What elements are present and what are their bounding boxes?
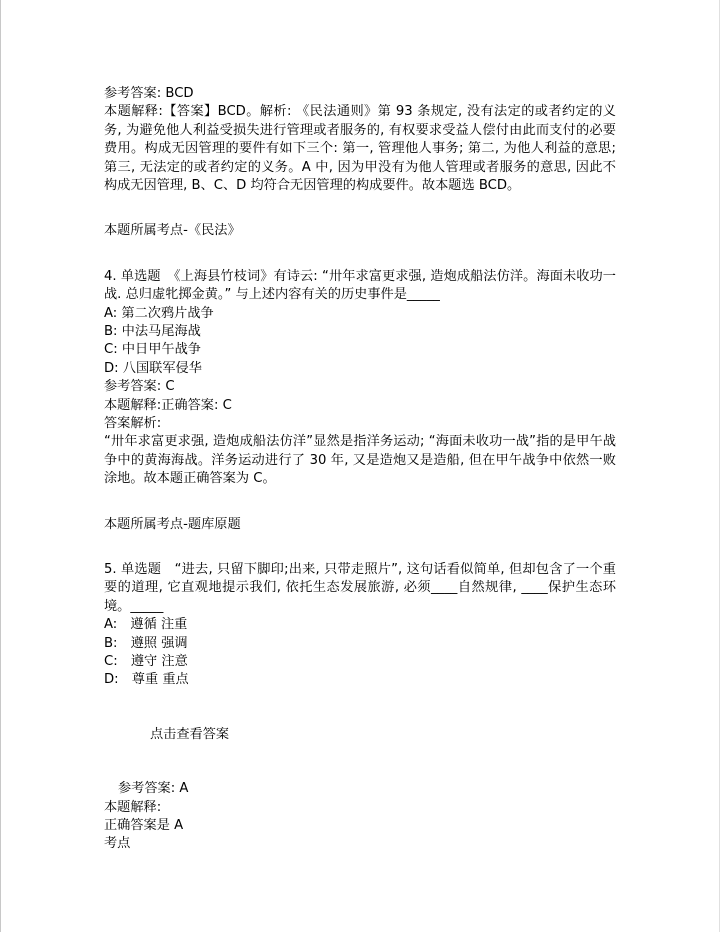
q4-option-c: C: 中日甲午战争 — [104, 342, 201, 358]
q5-option-b: B: 遵照 强调 — [104, 635, 188, 651]
q4-answer: 参考答案: C — [104, 379, 175, 395]
q4-option-d: D: 八国联军侵华 — [104, 360, 202, 376]
q4-analysis: “卅年求富更求强, 造炮成船法仿洋”显然是指洋务运动; “海面未收功一战”指的是甲午战争中的黄海海战。洋务运动进行了 30 年, 又是造炮又是造船, 但在甲午战争中依然一败涂地。故本题正确答案为 C。 — [104, 434, 616, 487]
q4-option-b: B: 中法马尾海战 — [104, 324, 201, 340]
document-body — [104, 85, 616, 854]
q4-analysis-label: 答案解析: — [104, 415, 162, 431]
q4-option-a: A: 第二次鸦片战争 — [104, 305, 214, 321]
q4-explanation: 本题解释:正确答案: C — [104, 397, 232, 413]
q5-answer: 参考答案: A — [118, 781, 189, 797]
q5-option-c: C: 遵守 注意 — [104, 653, 188, 669]
prev-answer: 参考答案: BCD — [104, 86, 194, 101]
view-answer-link[interactable]: 点击查看答案 — [150, 726, 230, 742]
q5-correct: 正确答案是 A — [104, 817, 184, 833]
q5-topic-label: 考点 — [104, 836, 131, 852]
page-edge-left — [0, 0, 1, 932]
q5-explanation-label: 本题解释: — [104, 799, 162, 815]
q5-option-a: A: 遵循 注重 — [104, 617, 188, 633]
prev-topic: 本题所属考点-《民法》 — [104, 223, 241, 239]
q4-stem: 4. 单选题 《上海县竹枝词》有诗云: “卅年求富更求强, 造炮成船法仿洋。海面未收功一战. 总归虚牝掷金黄。” 与上述内容有关的历史事件是_____ — [104, 268, 616, 303]
q4-topic: 本题所属考点-题库原题 — [104, 516, 241, 532]
prev-explanation: 本题解释:【答案】BCD。解析: 《民法通则》第 93 条规定, 没有法定的或者约定的义务, 为避免他人利益受损失进行管理或者服务的, 有权要求受益人偿付由此而支付的必要费用。构成无因管理的要件有如下三个: 第一, 管理他人事务; 第二, 为他人利益的意思; 第三, 无法定的或者约定的义务。A 中, 因为甲没有为他人管理或者服务的意思, 因此不构成无因管理, B、C、D 均符合无因管理的构成要件。故本题选 BCD。 — [104, 104, 616, 194]
q5-option-d: D: 尊重 重点 — [104, 672, 189, 688]
q5-stem: 5. 单选题 “进去, 只留下脚印;出来, 只带走照片”, 这句话看似简单, 但却包含了一个重要的道理, 它直观地提示我们, 依托生态发展旅游, 必须____自然规律, ____保护生态环境。_____ — [104, 561, 616, 614]
